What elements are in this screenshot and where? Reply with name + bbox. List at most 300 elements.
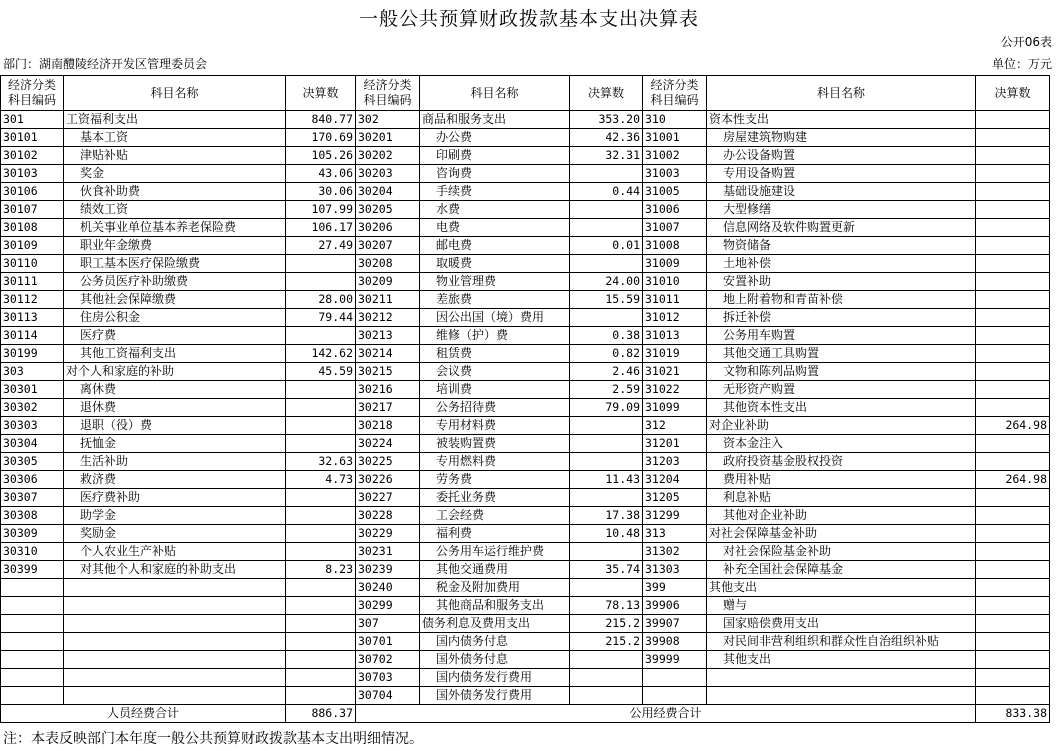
amount-cell-1: 840.77	[286, 111, 356, 129]
name-cell-1: 对个人和家庭的补助	[64, 363, 286, 381]
code-cell-3: 39906	[643, 597, 707, 615]
code-cell-3: 31019	[643, 345, 707, 363]
name-cell-2: 税金及附加费用	[420, 579, 570, 597]
code-cell-2: 30202	[356, 147, 420, 165]
name-cell-2: 办公费	[420, 129, 570, 147]
amount-cell-3	[976, 561, 1050, 579]
code-cell-2: 30206	[356, 219, 420, 237]
name-cell-1	[64, 651, 286, 669]
amount-cell-3	[976, 687, 1050, 705]
amount-cell-3	[976, 345, 1050, 363]
code-cell-3: 312	[643, 417, 707, 435]
code-cell-2: 30299	[356, 597, 420, 615]
code-cell-2: 307	[356, 615, 420, 633]
table-row	[1, 471, 1050, 489]
amount-cell-3	[976, 453, 1050, 471]
name-cell-2: 租赁费	[420, 345, 570, 363]
code-cell-3: 31302	[643, 543, 707, 561]
department-label: 部门：湖南醴陵经济开发区管理委员会	[3, 57, 208, 71]
amount-cell-1: 8.23	[286, 561, 356, 579]
amount-cell-2: 2.59	[570, 381, 643, 399]
amount-cell-2: 15.59	[570, 291, 643, 309]
amount-cell-1	[286, 597, 356, 615]
header-name-2: 科目名称	[420, 76, 570, 111]
name-cell-3: 大型修缮	[707, 201, 976, 219]
amount-cell-1	[286, 381, 356, 399]
code-cell-2: 30702	[356, 651, 420, 669]
amount-cell-1	[286, 435, 356, 453]
amount-cell-3	[976, 669, 1050, 687]
name-cell-3: 拆迁补偿	[707, 309, 976, 327]
code-cell-3: 31003	[643, 165, 707, 183]
amount-cell-1	[286, 255, 356, 273]
code-cell-1	[1, 651, 64, 669]
name-cell-3: 公务用车购置	[707, 327, 976, 345]
code-cell-1: 30114	[1, 327, 64, 345]
code-cell-1: 30112	[1, 291, 64, 309]
amount-cell-3	[976, 327, 1050, 345]
code-cell-3: 39908	[643, 633, 707, 651]
code-cell-1	[1, 633, 64, 651]
name-cell-2: 维修（护）费	[420, 327, 570, 345]
code-cell-1: 30107	[1, 201, 64, 219]
amount-cell-2	[570, 219, 643, 237]
name-cell-3: 基础设施建设	[707, 183, 976, 201]
code-cell-2: 30215	[356, 363, 420, 381]
code-cell-3	[643, 669, 707, 687]
name-cell-1: 抚恤金	[64, 435, 286, 453]
amount-cell-1	[286, 615, 356, 633]
name-cell-1: 生活补助	[64, 453, 286, 471]
public-total-label: 公用经费合计	[356, 705, 976, 723]
name-cell-1: 救济费	[64, 471, 286, 489]
name-cell-3: 其他对企业补助	[707, 507, 976, 525]
code-cell-3: 31021	[643, 363, 707, 381]
amount-cell-2: 0.38	[570, 327, 643, 345]
code-cell-2: 30207	[356, 237, 420, 255]
code-cell-2: 30225	[356, 453, 420, 471]
name-cell-1: 公务员医疗补助缴费	[64, 273, 286, 291]
name-cell-2: 国内债务发行费用	[420, 669, 570, 687]
code-cell-1	[1, 579, 64, 597]
table-row	[1, 111, 1050, 129]
amount-cell-1: 32.63	[286, 453, 356, 471]
name-cell-3: 办公设备购置	[707, 147, 976, 165]
amount-cell-1	[286, 525, 356, 543]
table-row	[1, 327, 1050, 345]
code-cell-2: 30218	[356, 417, 420, 435]
code-cell-3: 31204	[643, 471, 707, 489]
code-cell-2: 30214	[356, 345, 420, 363]
amount-cell-2: 79.09	[570, 399, 643, 417]
amount-cell-1	[286, 651, 356, 669]
amount-cell-2: 215.2	[570, 633, 643, 651]
amount-cell-2: 78.13	[570, 597, 643, 615]
amount-cell-1: 106.17	[286, 219, 356, 237]
code-cell-1: 30310	[1, 543, 64, 561]
code-cell-1: 30307	[1, 489, 64, 507]
amount-cell-2	[570, 309, 643, 327]
amount-cell-3	[976, 273, 1050, 291]
name-cell-3: 对企业补助	[707, 417, 976, 435]
code-cell-1: 30303	[1, 417, 64, 435]
table-row	[1, 579, 1050, 597]
header-name-1: 科目名称	[64, 76, 286, 111]
code-cell-1	[1, 597, 64, 615]
table-row	[1, 669, 1050, 687]
table-row	[1, 273, 1050, 291]
name-cell-1: 医疗费补助	[64, 489, 286, 507]
amount-cell-1	[286, 687, 356, 705]
amount-cell-3	[976, 219, 1050, 237]
code-cell-2: 30208	[356, 255, 420, 273]
name-cell-3: 对社会保险基金补助	[707, 543, 976, 561]
table-row	[1, 165, 1050, 183]
amount-cell-1: 45.59	[286, 363, 356, 381]
name-cell-1: 奖励金	[64, 525, 286, 543]
amount-cell-3	[976, 489, 1050, 507]
name-cell-1: 职工基本医疗保险缴费	[64, 255, 286, 273]
code-cell-2: 30703	[356, 669, 420, 687]
name-cell-1: 其他工资福利支出	[64, 345, 286, 363]
code-cell-2: 30213	[356, 327, 420, 345]
header-amount-3: 决算数	[976, 76, 1050, 111]
amount-cell-2: 42.36	[570, 129, 643, 147]
name-cell-2: 其他交通费用	[420, 561, 570, 579]
amount-cell-2: 17.38	[570, 507, 643, 525]
amount-cell-2: 0.01	[570, 237, 643, 255]
name-cell-3: 地上附着物和青苗补偿	[707, 291, 976, 309]
table-row	[1, 291, 1050, 309]
amount-cell-1: 27.49	[286, 237, 356, 255]
name-cell-2: 电费	[420, 219, 570, 237]
name-cell-2: 专用燃料费	[420, 453, 570, 471]
name-cell-3: 费用补贴	[707, 471, 976, 489]
name-cell-1	[64, 669, 286, 687]
code-cell-3: 31013	[643, 327, 707, 345]
amount-cell-2	[570, 165, 643, 183]
code-cell-1: 30306	[1, 471, 64, 489]
name-cell-2: 公务用车运行维护费	[420, 543, 570, 561]
amount-cell-1: 105.26	[286, 147, 356, 165]
table-row	[1, 615, 1050, 633]
code-cell-1	[1, 687, 64, 705]
name-cell-2: 委托业务费	[420, 489, 570, 507]
amount-cell-1: 43.06	[286, 165, 356, 183]
code-cell-3: 313	[643, 525, 707, 543]
amount-cell-1: 170.69	[286, 129, 356, 147]
name-cell-2: 手续费	[420, 183, 570, 201]
name-cell-1	[64, 579, 286, 597]
name-cell-1	[64, 633, 286, 651]
name-cell-1	[64, 615, 286, 633]
amount-cell-2	[570, 255, 643, 273]
table-row	[1, 489, 1050, 507]
amount-cell-3	[976, 309, 1050, 327]
code-cell-3: 31006	[643, 201, 707, 219]
amount-cell-2: 0.44	[570, 183, 643, 201]
name-cell-3: 对民间非营利组织和群众性自治组织补贴	[707, 633, 976, 651]
name-cell-3: 赠与	[707, 597, 976, 615]
code-cell-3: 31299	[643, 507, 707, 525]
amount-cell-1	[286, 579, 356, 597]
amount-cell-3	[976, 615, 1050, 633]
name-cell-1: 伙食补助费	[64, 183, 286, 201]
name-cell-3	[707, 687, 976, 705]
amount-cell-2: 2.46	[570, 363, 643, 381]
code-cell-3: 31303	[643, 561, 707, 579]
table-row	[1, 687, 1050, 705]
amount-cell-2: 24.00	[570, 273, 643, 291]
name-cell-3: 资本性支出	[707, 111, 976, 129]
totals-row	[1, 705, 1050, 723]
table-row	[1, 129, 1050, 147]
name-cell-1: 机关事业单位基本养老保险费	[64, 219, 286, 237]
code-cell-1: 30109	[1, 237, 64, 255]
code-cell-1: 30110	[1, 255, 64, 273]
code-cell-1: 30102	[1, 147, 64, 165]
name-cell-2: 国外债务付息	[420, 651, 570, 669]
amount-cell-3	[976, 363, 1050, 381]
amount-cell-1: 28.00	[286, 291, 356, 309]
code-cell-2: 30204	[356, 183, 420, 201]
code-cell-2: 30216	[356, 381, 420, 399]
code-cell-2: 30224	[356, 435, 420, 453]
amount-cell-3	[976, 147, 1050, 165]
code-cell-2: 30227	[356, 489, 420, 507]
name-cell-3: 文物和陈列品购置	[707, 363, 976, 381]
amount-cell-3	[976, 579, 1050, 597]
amount-cell-2	[570, 543, 643, 561]
code-cell-1: 30101	[1, 129, 64, 147]
code-cell-3: 31099	[643, 399, 707, 417]
amount-cell-1	[286, 507, 356, 525]
amount-cell-2	[570, 687, 643, 705]
amount-cell-1	[286, 633, 356, 651]
code-cell-2: 30211	[356, 291, 420, 309]
page-title: 一般公共预算财政拨款基本支出决算表	[358, 8, 699, 30]
name-cell-3	[707, 669, 976, 687]
code-cell-2: 30203	[356, 165, 420, 183]
amount-cell-1	[286, 417, 356, 435]
amount-cell-2	[570, 453, 643, 471]
code-cell-1: 30199	[1, 345, 64, 363]
name-cell-2: 债务利息及费用支出	[420, 615, 570, 633]
name-cell-2: 差旅费	[420, 291, 570, 309]
name-cell-3: 房屋建筑物购建	[707, 129, 976, 147]
table-row	[1, 633, 1050, 651]
code-cell-1: 30399	[1, 561, 64, 579]
code-cell-3	[643, 687, 707, 705]
amount-cell-1: 107.99	[286, 201, 356, 219]
name-cell-1: 个人农业生产补贴	[64, 543, 286, 561]
name-cell-2: 国内债务付息	[420, 633, 570, 651]
code-cell-3: 31007	[643, 219, 707, 237]
name-cell-2: 被装购置费	[420, 435, 570, 453]
table-row	[1, 507, 1050, 525]
table-row	[1, 183, 1050, 201]
amount-cell-2: 11.43	[570, 471, 643, 489]
amount-cell-3	[976, 507, 1050, 525]
code-cell-3: 310	[643, 111, 707, 129]
name-cell-1: 医疗费	[64, 327, 286, 345]
name-cell-1	[64, 597, 286, 615]
code-cell-2: 30201	[356, 129, 420, 147]
amount-cell-2	[570, 669, 643, 687]
expenditure-table	[0, 75, 1050, 723]
code-cell-1: 30106	[1, 183, 64, 201]
table-row	[1, 399, 1050, 417]
name-cell-3: 信息网络及软件购置更新	[707, 219, 976, 237]
amount-cell-2: 215.2	[570, 615, 643, 633]
name-cell-3: 物资储备	[707, 237, 976, 255]
name-cell-2: 福利费	[420, 525, 570, 543]
unit-label: 单位：万元	[991, 57, 1052, 71]
code-cell-3: 31011	[643, 291, 707, 309]
amount-cell-2	[570, 201, 643, 219]
table-row	[1, 147, 1050, 165]
code-cell-1	[1, 669, 64, 687]
name-cell-3: 对社会保障基金补助	[707, 525, 976, 543]
code-cell-1	[1, 615, 64, 633]
amount-cell-3	[976, 435, 1050, 453]
header-code-1: 经济分类 科目编码	[1, 76, 64, 111]
name-cell-3: 资本金注入	[707, 435, 976, 453]
amount-cell-2: 35.74	[570, 561, 643, 579]
table-row	[1, 453, 1050, 471]
public-total-value: 833.38	[976, 705, 1050, 723]
amount-cell-3	[976, 183, 1050, 201]
table-note: 注：本表反映部门本年度一般公共预算财政拨款基本支出明细情况。	[3, 731, 423, 747]
name-cell-1: 津贴补贴	[64, 147, 286, 165]
amount-cell-2: 32.31	[570, 147, 643, 165]
code-cell-3: 31012	[643, 309, 707, 327]
code-cell-3: 31001	[643, 129, 707, 147]
personnel-total-label: 人员经费合计	[1, 705, 286, 723]
name-cell-2: 印刷费	[420, 147, 570, 165]
code-cell-1: 30308	[1, 507, 64, 525]
name-cell-2: 物业管理费	[420, 273, 570, 291]
amount-cell-2	[570, 435, 643, 453]
code-cell-3: 31022	[643, 381, 707, 399]
amount-cell-3	[976, 237, 1050, 255]
name-cell-1: 工资福利支出	[64, 111, 286, 129]
amount-cell-2	[570, 651, 643, 669]
name-cell-1: 绩效工资	[64, 201, 286, 219]
table-row	[1, 651, 1050, 669]
table-code: 公开06表	[1000, 35, 1052, 49]
table-row	[1, 381, 1050, 399]
name-cell-1: 奖金	[64, 165, 286, 183]
amount-cell-3	[976, 201, 1050, 219]
name-cell-1: 职业年金缴费	[64, 237, 286, 255]
name-cell-2: 取暖费	[420, 255, 570, 273]
code-cell-1: 30113	[1, 309, 64, 327]
amount-cell-3	[976, 165, 1050, 183]
code-cell-2: 30240	[356, 579, 420, 597]
code-cell-1: 303	[1, 363, 64, 381]
name-cell-3: 土地补偿	[707, 255, 976, 273]
name-cell-3: 安置补助	[707, 273, 976, 291]
code-cell-2: 30226	[356, 471, 420, 489]
name-cell-2: 工会经费	[420, 507, 570, 525]
code-cell-2: 30229	[356, 525, 420, 543]
amount-cell-3	[976, 255, 1050, 273]
name-cell-2: 因公出国（境）费用	[420, 309, 570, 327]
name-cell-3: 国家赔偿费用支出	[707, 615, 976, 633]
name-cell-1: 退休费	[64, 399, 286, 417]
amount-cell-2	[570, 489, 643, 507]
amount-cell-2: 10.48	[570, 525, 643, 543]
name-cell-3: 政府投资基金股权投资	[707, 453, 976, 471]
table-row	[1, 543, 1050, 561]
amount-cell-3	[976, 543, 1050, 561]
code-cell-1: 30302	[1, 399, 64, 417]
table-row	[1, 597, 1050, 615]
table-row	[1, 525, 1050, 543]
amount-cell-1	[286, 273, 356, 291]
name-cell-3: 专用设备购置	[707, 165, 976, 183]
amount-cell-3: 264.98	[976, 471, 1050, 489]
code-cell-3: 31010	[643, 273, 707, 291]
name-cell-2: 咨询费	[420, 165, 570, 183]
code-cell-1: 30301	[1, 381, 64, 399]
code-cell-1: 30108	[1, 219, 64, 237]
amount-cell-1	[286, 327, 356, 345]
name-cell-3: 其他支出	[707, 651, 976, 669]
header-amount-2: 决算数	[570, 76, 643, 111]
table-row	[1, 237, 1050, 255]
name-cell-2: 国外债务发行费用	[420, 687, 570, 705]
code-cell-1: 30304	[1, 435, 64, 453]
amount-cell-2	[570, 417, 643, 435]
table-row	[1, 363, 1050, 381]
code-cell-2: 30217	[356, 399, 420, 417]
table-row	[1, 219, 1050, 237]
name-cell-2: 其他商品和服务支出	[420, 597, 570, 615]
code-cell-3: 399	[643, 579, 707, 597]
header-amount-1: 决算数	[286, 76, 356, 111]
code-cell-1: 30111	[1, 273, 64, 291]
table-row	[1, 435, 1050, 453]
code-cell-2: 30231	[356, 543, 420, 561]
amount-cell-3: 264.98	[976, 417, 1050, 435]
amount-cell-3	[976, 111, 1050, 129]
name-cell-3: 利息补贴	[707, 489, 976, 507]
name-cell-1: 退职（役）费	[64, 417, 286, 435]
name-cell-1: 基本工资	[64, 129, 286, 147]
name-cell-1: 助学金	[64, 507, 286, 525]
name-cell-3: 其他支出	[707, 579, 976, 597]
amount-cell-2	[570, 579, 643, 597]
name-cell-1: 其他社会保障缴费	[64, 291, 286, 309]
name-cell-2: 邮电费	[420, 237, 570, 255]
code-cell-1: 301	[1, 111, 64, 129]
name-cell-2: 水费	[420, 201, 570, 219]
amount-cell-3	[976, 597, 1050, 615]
code-cell-3: 39907	[643, 615, 707, 633]
amount-cell-1	[286, 399, 356, 417]
header-code-3: 经济分类 科目编码	[643, 76, 707, 111]
name-cell-3: 其他交通工具购置	[707, 345, 976, 363]
amount-cell-3	[976, 651, 1050, 669]
table-row	[1, 417, 1050, 435]
amount-cell-1: 4.73	[286, 471, 356, 489]
header-name-3: 科目名称	[707, 76, 976, 111]
amount-cell-3	[976, 633, 1050, 651]
amount-cell-2: 0.82	[570, 345, 643, 363]
amount-cell-3	[976, 399, 1050, 417]
